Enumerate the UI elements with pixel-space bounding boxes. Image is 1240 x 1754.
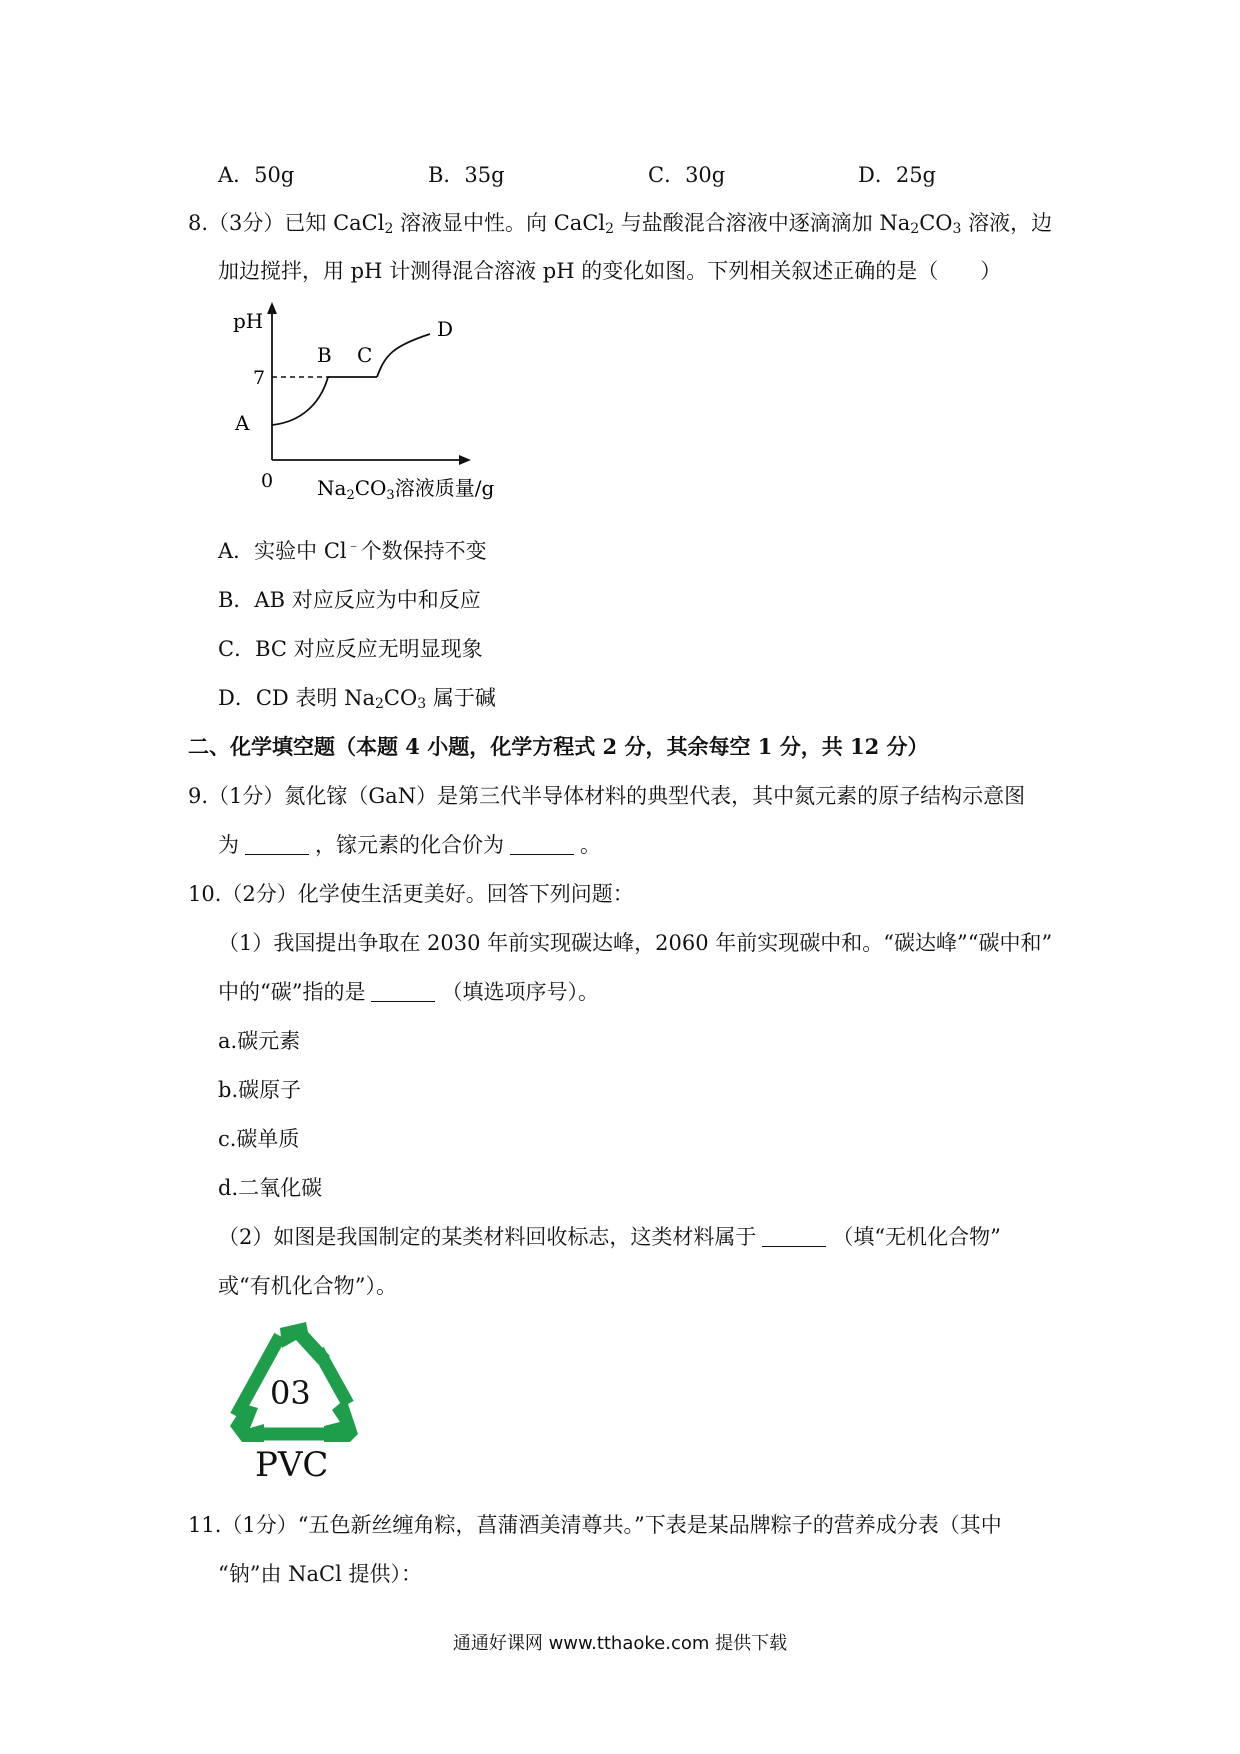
q10-part2-line2: 或“有机化合物”）。 — [218, 1274, 397, 1298]
recycle-arrow-right — [324, 1398, 358, 1442]
point-b-label: B — [317, 343, 332, 367]
q8-stem-line2: 加边搅拌，用 pH 计测得混合溶液 pH 的变化如图。下列相关叙述正确的是（ ） — [218, 259, 1002, 283]
recycle-number: 03 — [270, 1374, 311, 1412]
q9-blank-2[interactable] — [510, 834, 574, 855]
q8-option-d: D．CD 表明 $Na_2CO_3$ 属于碱 — [218, 686, 496, 712]
y-axis-label: pH — [233, 309, 264, 333]
q8-option-c: C．BC 对应反应无明显现象 — [218, 637, 483, 661]
q9-line1: 9.（1分）氮化镓（GaN）是第三代半导体材料的典型代表，其中氮元素的原子结构示意图 — [188, 784, 1026, 808]
q9-blank-1[interactable] — [245, 834, 309, 855]
q7-option-d: D．25g — [858, 163, 937, 187]
recycle-arrow-top — [280, 1322, 330, 1364]
q9-line2: 为 ，镓元素的化合价为 。 — [218, 833, 601, 857]
q7-option-a: A．50g — [218, 163, 295, 187]
pvc-recycling-symbol — [222, 1318, 372, 1483]
page-footer: 通通好课网 www.tthaoke.com 提供下载 — [452, 1633, 788, 1654]
q10-part1-line1: （1）我国提出争取在 2030 年前实现碳达峰，2060 年前实现碳中和。“碳达峰”“碳中和” — [218, 931, 1053, 955]
x-axis-arrow — [459, 455, 471, 465]
q10-option-a: a.碳元素 — [218, 1029, 301, 1053]
origin-label: 0 — [261, 470, 274, 492]
q10-part1-line2: 中的“碳”指的是 （填选项序号）。 — [218, 980, 599, 1004]
ph-curve-figure — [225, 300, 525, 510]
q11-line1: 11.（1分）“五色新丝缠角粽，菖蒲酒美清尊共。”下表是某品牌粽子的营养成分表（其中 — [188, 1513, 1002, 1537]
q8-option-b: B．AB 对应反应为中和反应 — [218, 588, 481, 612]
q10-option-c: c.碳单质 — [218, 1127, 300, 1151]
q10-blank-2[interactable] — [762, 1226, 826, 1247]
point-d-label: D — [437, 317, 454, 341]
q7-option-c: C．30g — [648, 163, 726, 187]
x-axis-label: $Na_2CO_3$溶液质量/g — [317, 476, 495, 503]
point-a-label: A — [235, 411, 250, 435]
section2-title: 二、化学填空题（本题 4 小题，化学方程式 2 分，其余每空 1 分，共 12 分） — [188, 734, 929, 759]
point-c-label: C — [357, 343, 373, 367]
y-axis-arrow — [267, 302, 277, 314]
q7-option-b: B．35g — [428, 163, 505, 187]
q10-option-d: d.二氧化碳 — [218, 1176, 323, 1200]
q10-part2-line1: （2）如图是我国制定的某类材料回收标志，这类材料属于 （填“无机化合物” — [218, 1225, 1001, 1249]
q8-option-a: A．实验中 Cl﹣个数保持不变 — [218, 538, 487, 563]
q10-option-b: b.碳原子 — [218, 1078, 302, 1102]
curve-cd — [377, 334, 430, 377]
recycle-label: PVC — [255, 1445, 329, 1483]
q10-stem: 10.（2分）化学使生活更美好。回答下列问题： — [188, 882, 634, 906]
tick-7: 7 — [253, 367, 266, 389]
curve-ab — [272, 377, 328, 425]
q10-blank-1[interactable] — [371, 981, 435, 1002]
q8-stem-line1: 8.（3分）已知 CaCl$_2$ 溶液显中性。向 CaCl$_2$ 与盐酸混合溶液中逐滴滴加 $Na_2CO_3$ 溶液，边 — [188, 211, 1053, 237]
q11-line2: “钠”由 NaCl 提供）： — [218, 1562, 423, 1586]
